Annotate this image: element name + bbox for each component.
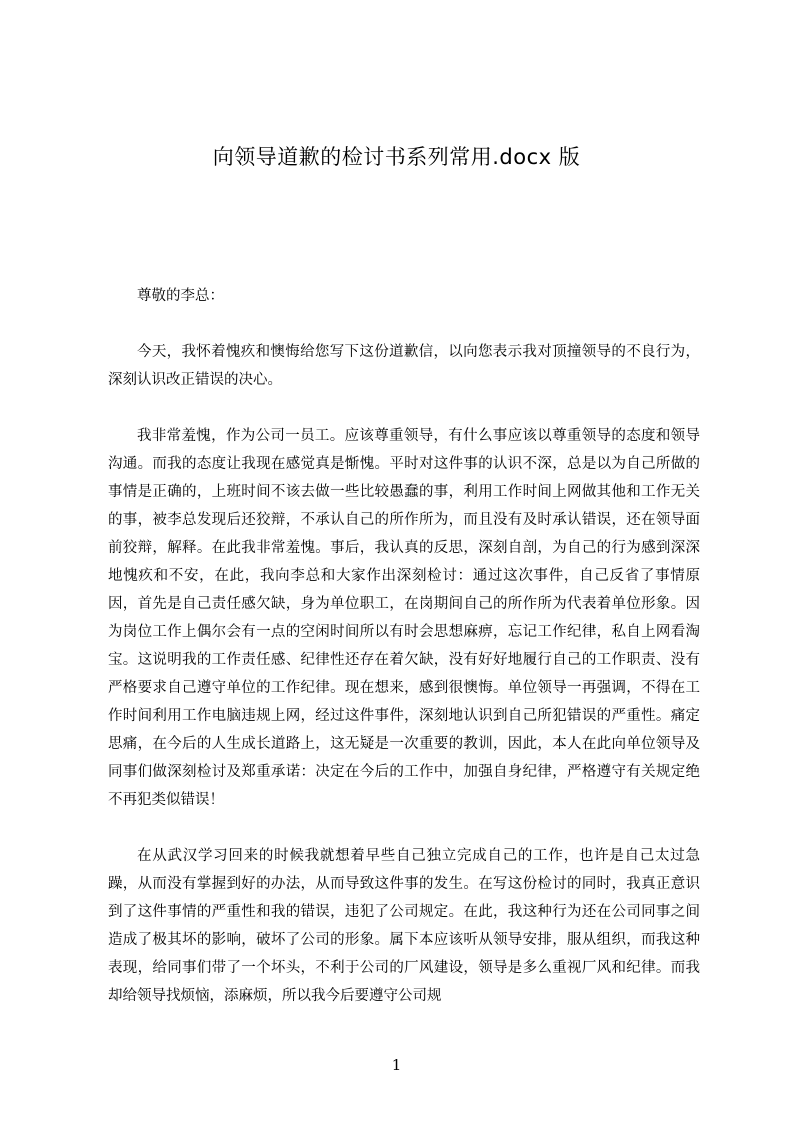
document-body [108, 282, 700, 1010]
salutation: 尊敬的李总： [137, 288, 224, 304]
paragraph-wuhan-study: 在从武汉学习回来的时候我就想着早些自己独立完成自己的工作，也许是自己太过急躁，从而没有掌握到好的办法，从而导致这件事的发生。在写这份检讨的同时，我真正意识到了这件事情的严重性和我的错误，违犯了公司规定。在此，我这种行为还在公司同事之间造成了极其坏的影响，破坏了公司的形象。属下本应该听从领导安排，服从组织，而我这种表现，给同事们带了一个坏头，不利于公司的厂风建设，领导是多么重视厂风和纪律。而我却给领导找烦恼，添麻烦，所以我今后要遵守公司规 [108, 848, 700, 1004]
paragraph-apology-intro: 今天，我怀着愧疚和懊悔给您写下这份道歉信，以向您表示我对顶撞领导的不良行为，深刻认识改正错误的决心。 [108, 344, 700, 388]
document-title: 向领导道歉的检讨书系列常用.docx 版 [212, 145, 581, 169]
paragraph-self-reflection: 我非常羞愧，作为公司一员工。应该尊重领导，有什么事应该以尊重领导的态度和领导沟通。而我的态度让我现在感觉真是惭愧。平时对这件事的认识不深，总是以为自己所做的事情是正确的，上班时间不该去做一些比较愚蠢的事，利用工作时间上网做其他和工作无关的事，被李总发现后还狡辩，不承认自己的所作所为，而且没有及时承认错误，还在领导面前狡辩，解释。在此我非常羞愧。事后，我认真的反思，深刻自剖，为自己的行为感到深深地愧疚和不安，在此，我向李总和大家作出深刻检讨：通过这次事件，自己反省了事情原因，首先是自己责任感欠缺，身为单位职工，在岗期间自己的所作所为代表着单位形象。因为岗位工作上偶尔会有一点的空闲时间所以有时会思想麻痹，忘记工作纪律，私自上网看淘宝。这说明我的工作责任感、纪律性还存在着欠缺，没有好好地履行自己的工作职责、没有严格要求自己遵守单位的工作纪律。现在想来，感到很懊悔。单位领导一再强调，不得在工作时间利用工作电脑违规上网，经过这件事件，深刻地认识到自己所犯错误的严重性。痛定思痛，在今后的人生成长道路上，这无疑是一次重要的教训，因此，本人在此向单位领导及同事们做深刻检讨及郑重承诺：决定在今后的工作中，加强自身纪律，严格遵守有关规定绝不再犯类似错误！ [108, 428, 700, 808]
page-number: 1 [391, 1056, 402, 1074]
